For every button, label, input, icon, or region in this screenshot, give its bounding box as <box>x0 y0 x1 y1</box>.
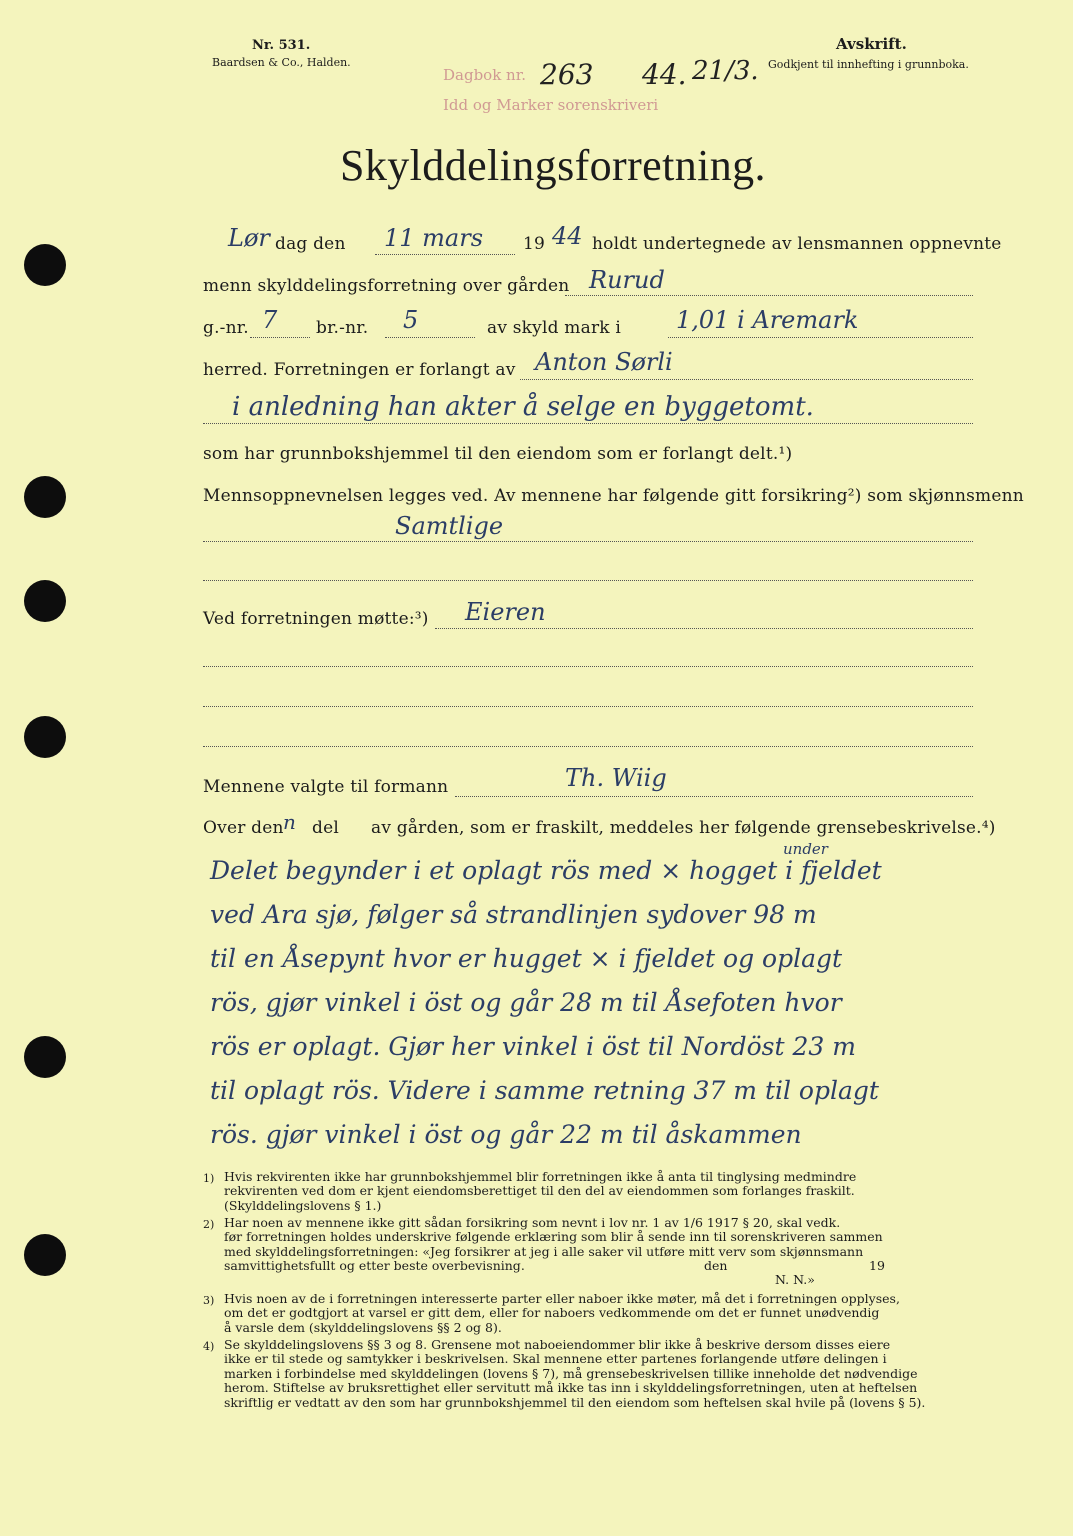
formann-value: Th. Wiig <box>565 764 667 792</box>
punch-hole <box>24 244 66 286</box>
diary-date: 21/3. <box>692 56 759 86</box>
copy-label: Avskrift. <box>836 35 907 53</box>
footnote-line: herom. Stiftelse av bruksrettighet eller servitutt må ikke tas inn i skylddelingsforretningen, uten at heftelsen <box>224 1380 918 1396</box>
diary-number: 263 <box>540 58 594 91</box>
punch-hole <box>24 1234 66 1276</box>
footnote-line: Se skylddelingslovens §§ 3 og 8. Grensene mot naboeiendommer blir ikke å beskrive dersom disses eiere <box>224 1337 891 1352</box>
footnote-line: samvittighetsfullt og etter beste overbevisning. <box>224 1258 525 1274</box>
mote-value: Eieren <box>465 598 546 626</box>
bnr-line <box>385 337 475 338</box>
bnr-label: br.-nr. <box>316 318 369 338</box>
requester-value: Anton Sørli <box>535 348 673 376</box>
forsikring-line2 <box>203 580 973 581</box>
gnr-line <box>250 337 310 338</box>
footnote-mark: 3) <box>203 1294 215 1307</box>
farm-label: menn skylddelingsforretning over gården <box>203 276 570 296</box>
punch-hole <box>24 1036 66 1078</box>
footnote-line: Har noen av mennene ikke gitt sådan forsikring som nevnt i lov nr. 1 av 1/6 1917 § 20, skal vedk. <box>224 1215 841 1230</box>
footnote-4 <box>224 1338 925 1410</box>
mote-line4 <box>203 746 973 747</box>
date-line <box>375 254 515 255</box>
menn-text: Mennsoppnevnelsen legges ved. Av mennene har følgende gitt forsikring²) som skjønnsmenn <box>203 486 1024 506</box>
formann-label: Mennene valgte til formann <box>203 777 449 797</box>
description-line: til en Åsepynt hvor er hugget × i fjeldet og oplagt <box>210 944 843 973</box>
over-label-b: del <box>312 818 339 838</box>
footnote-2-year: 19 <box>869 1258 885 1273</box>
footnote-1 <box>224 1170 856 1213</box>
punch-hole <box>24 476 66 518</box>
requester-label: herred. Forretningen er forlangt av <box>203 360 516 380</box>
footnote-2-sign: N. N.» <box>775 1272 815 1287</box>
line1-text: holdt undertegnede av lensmannen oppnevnte <box>592 234 1002 254</box>
footnote-line: (Skylddelingslovens § 1.) <box>224 1197 382 1213</box>
footnote-line: med skylddelingsforretningen: «Jeg forsikrer at jeg i alle saker vil utføre mitt verv som skjønnsmann <box>224 1243 864 1259</box>
footnote-line: skriftlig er vedtatt av den som har grunnbokshjemmel til den eiendom som heftelsen skal hvile på (lovens § 5). <box>224 1394 926 1410</box>
forsikring-value: Samtlige <box>395 512 504 540</box>
description-superscript: under <box>783 840 828 858</box>
mote-line3 <box>203 706 973 707</box>
over-label-a: Over den <box>203 818 284 838</box>
punch-hole <box>24 580 66 622</box>
over-fill: n <box>283 810 296 834</box>
punch-hole <box>24 716 66 758</box>
footnote-line: om det er godtgjort at varsel er gitt dem, eller for naboers vedkommende om det er funnet unødvendig <box>224 1305 880 1321</box>
description-line: til oplagt rös. Videre i samme retning 37 m til oplagt <box>210 1076 879 1105</box>
mote-line <box>435 628 973 629</box>
footnote-mark: 1) <box>203 1172 215 1185</box>
year-prefix: 19 <box>523 234 546 254</box>
skyld-value: 1,01 i Aremark <box>676 306 859 334</box>
formann-line <box>455 796 973 797</box>
skyld-label: av skyld mark i <box>487 318 622 338</box>
footnote-line: Hvis noen av de i forretningen interesserte parter eller naboer ikke møter, må det i forretningen opplyses, <box>224 1291 900 1306</box>
farm-value: Rurud <box>589 266 665 294</box>
approval-note: Godkjent til innhefting i grunnboka. <box>768 58 969 71</box>
footnote-mark: 2) <box>203 1218 215 1231</box>
requester-line <box>520 379 973 380</box>
description-line: ved Ara sjø, følger så strandlinjen sydover 98 m <box>210 900 817 929</box>
grunnbok-text: som har grunnbokshjemmel til den eiendom som er forlangt delt.¹) <box>203 444 793 464</box>
mote-label: Ved forretningen møtte:³) <box>203 609 429 629</box>
publisher: Baardsen & Co., Halden. <box>212 56 351 69</box>
date-value: 11 mars <box>384 224 484 252</box>
footnote-2 <box>224 1216 883 1274</box>
footnote-2-den: den <box>704 1258 728 1273</box>
over-label-c: av gården, som er fraskilt, meddeles her følgende grensebeskrivelse.⁴) <box>371 818 996 838</box>
footnote-mark: 4) <box>203 1340 215 1353</box>
footnote-line: marken i forbindelse med skylddelingen (lovens § 7), må grensebeskrivelsen tillike inneholde det nødvendige <box>224 1365 918 1381</box>
day-label: dag den <box>275 234 346 254</box>
footnote-3 <box>224 1292 900 1335</box>
footnote-line: Hvis rekvirenten ikke har grunnbokshjemmel blir forretningen ikke å anta til tinglysing medmindre <box>224 1169 857 1184</box>
bnr-value: 5 <box>403 306 419 334</box>
footnote-line: ikke er til stede og samtykker i beskrivelsen. Skal mennene etter partenes forlangende utføre delingen i <box>224 1351 887 1367</box>
mote-line2 <box>203 666 973 667</box>
year-value: 44 <box>552 222 583 250</box>
document-title: Skylddelingsforretning. <box>340 141 766 190</box>
gnr-label: g.-nr. <box>203 318 249 338</box>
farm-line <box>565 295 973 296</box>
stamp-diary: Dagbok nr. <box>443 66 527 84</box>
reason-value: i anledning han akter å selge en byggetomt. <box>232 392 814 422</box>
footnote-line: rekvirenten ved dom er kjent eiendomsberettiget til den del av eiendommen som forlanges fraskilt. <box>224 1183 855 1199</box>
footnote-line: å varsle dem (skylddelingslovens §§ 2 og 8). <box>224 1319 502 1335</box>
description-line: Delet begynder i et oplagt rös med × hogget i fjeldet <box>210 856 882 885</box>
description-line: rös. gjør vinkel i öst og går 22 m til åskammen <box>210 1120 802 1149</box>
footnote-line: før forretningen holdes underskrive følgende erklæring som blir å sende inn til sorenskriveren sammen <box>224 1229 883 1245</box>
form-number: Nr. 531. <box>252 38 311 53</box>
gnr-value: 7 <box>262 306 278 334</box>
day-prefix: Lør <box>228 224 270 252</box>
reason-line <box>203 423 973 424</box>
skyld-line <box>668 337 973 338</box>
stamp-court: Idd og Marker sorenskriveri <box>443 96 659 114</box>
description-line: rös er oplagt. Gjør her vinkel i öst til Nordöst 23 m <box>210 1032 856 1061</box>
forsikring-line1 <box>203 541 973 542</box>
diary-year: 44. <box>642 58 687 91</box>
description-line: rös, gjør vinkel i öst og går 28 m til Åsefoten hvor <box>210 988 842 1017</box>
